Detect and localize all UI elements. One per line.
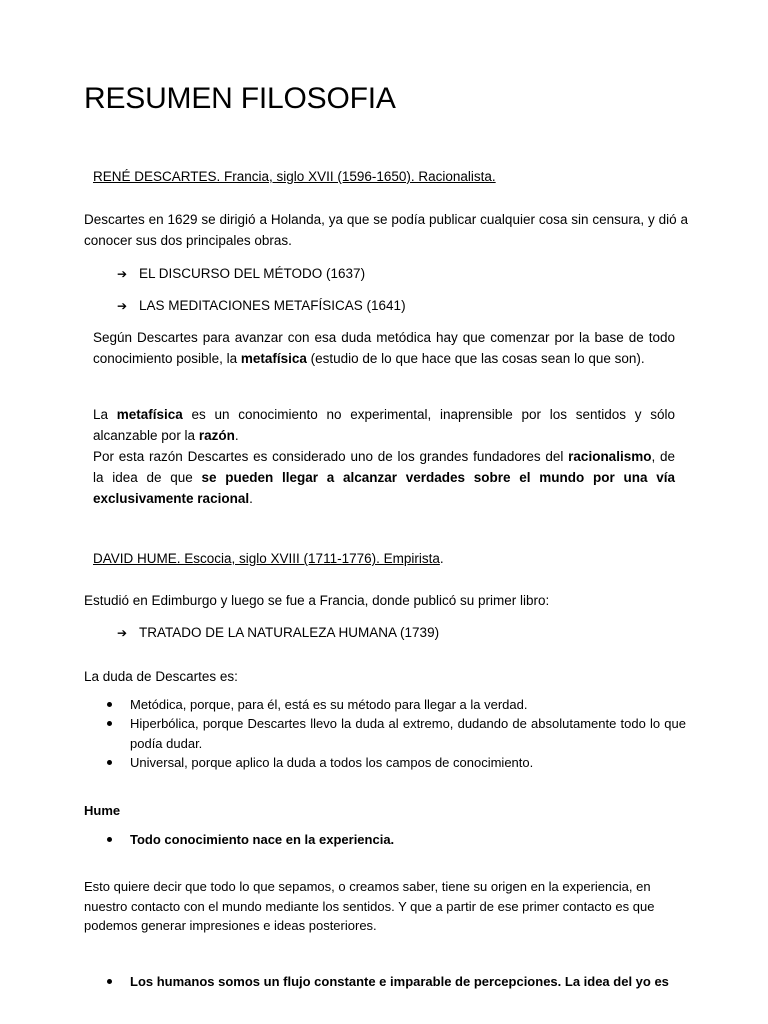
- hume-explanation: Esto quiere decir que todo lo que sepamos, o creamos saber, tiene su origen en la experiencia, en nuestro contacto con el mundo mediante los sentidos. Y que a partir de ese primer contacto es que podemos generar impresiones e ideas posteriores.: [84, 879, 655, 933]
- list-item-text: Los humanos somos un flujo constante e imparable de percepciones. La idea del yo es: [130, 974, 669, 989]
- arrow-icon: ➔: [117, 299, 128, 313]
- descartes-heading: RENÉ DESCARTES. Francia, siglo XVII (1596-1650). Racionalista.: [93, 169, 496, 184]
- work-title: LAS MEDITACIONES METAFÍSICAS (1641): [139, 298, 406, 313]
- list-item-text: Universal, porque aplico la duda a todos los campos de conocimiento.: [130, 755, 534, 770]
- work-item: [117, 266, 365, 281]
- work-title: TRATADO DE LA NATURALEZA HUMANA (1739): [139, 625, 440, 640]
- descartes-paragraph-razon: La metafísica es un conocimiento no experimental, inaprensible por los sentidos y sólo alcanzable por la razón.: [93, 407, 675, 443]
- descartes-paragraph-metafisica: Según Descartes para avanzar con esa duda metódica hay que comenzar por la base de todo conocimiento posible, la metafísica (estudio de lo que hace que las cosas sean lo que son).: [93, 330, 675, 366]
- page-title: RESUMEN FILOSOFIA: [84, 82, 396, 115]
- list-item-text: Hiperbólica, porque Descartes llevo la duda al extremo, dudando de absolutamente todo lo que podía dudar.: [130, 716, 686, 751]
- list-item-text: Todo conocimiento nace en la experiencia.: [130, 832, 395, 847]
- hume-intro: Estudió en Edimburgo y luego se fue a Francia, donde publicó su primer libro:: [84, 593, 550, 608]
- arrow-icon: ➔: [117, 626, 128, 640]
- list-item-text: Metódica, porque, para él, está es su método para llegar a la verdad.: [130, 697, 528, 712]
- duda-intro: La duda de Descartes es:: [84, 669, 238, 684]
- descartes-paragraph-racionalismo: Por esta razón Descartes es considerado uno de los grandes fundadores del racionalismo, de la idea de que se pueden llegar a alcanzar verdades sobre el mundo por una vía exclusivamente racional.: [93, 449, 675, 506]
- descartes-intro: Descartes en 1629 se dirigió a Holanda, ya que se podía publicar cualquier cosa sin censura, y dió a conocer sus dos principales obras.: [84, 212, 688, 248]
- work-title: EL DISCURSO DEL MÉTODO (1637): [139, 266, 366, 281]
- arrow-icon: ➔: [117, 267, 128, 281]
- work-item: [117, 625, 439, 640]
- work-item: [117, 298, 406, 313]
- hume-heading: DAVID HUME. Escocia, siglo XVIII (1711-1776). Empirista.: [93, 551, 444, 566]
- hume-label: Hume: [84, 803, 121, 818]
